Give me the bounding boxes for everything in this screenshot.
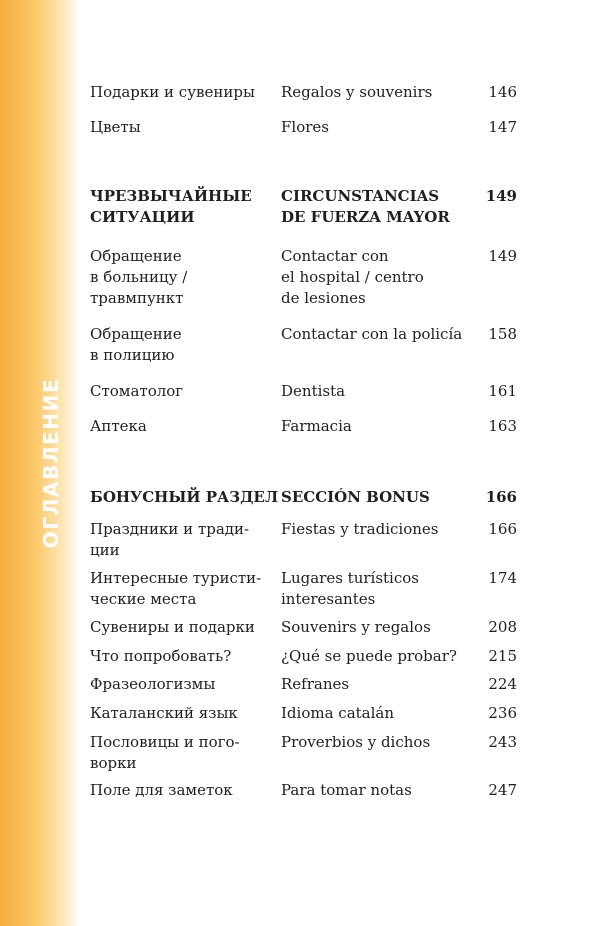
toc-title-es-line: Idioma catalán (281, 704, 395, 722)
toc-page-number: 161 (488, 382, 517, 400)
toc-title-es (281, 416, 466, 437)
toc-title-es (281, 646, 466, 667)
side-title: ОГЛАВЛЕНИЕ (39, 377, 63, 549)
toc-page-number: 149 (488, 247, 517, 265)
toc-title-es-line: Flores (281, 118, 329, 136)
toc-page-number: 149 (485, 187, 517, 205)
toc-title-ru (90, 381, 270, 402)
toc-title-ru (90, 703, 270, 724)
toc-page-number: 163 (488, 417, 517, 435)
toc-title-ru (90, 519, 270, 561)
toc-page-number: 247 (488, 781, 517, 799)
toc-title-es (281, 246, 466, 309)
toc-title-ru-line: в полицию (90, 346, 175, 364)
toc-title-es (281, 674, 466, 695)
toc-title-es-line: Lugares turísticos (281, 569, 419, 587)
toc-title-ru-line: Сувениры и подарки (90, 618, 255, 636)
toc-title-es (281, 381, 466, 402)
toc-title-ru (90, 82, 270, 103)
toc-page-number: 215 (488, 647, 517, 665)
toc-title-ru-line: Что попробовать? (90, 647, 232, 665)
toc-title-ru-line: Каталанский язык (90, 704, 238, 722)
toc-title-es (281, 82, 466, 103)
toc-title-es-line: Contactar con (281, 247, 389, 265)
toc-title-es-line: Regalos y souvenirs (281, 83, 433, 101)
toc-page-number: 208 (488, 618, 517, 636)
toc-title-ru (90, 674, 270, 695)
toc-title-es-line: Souvenirs y regalos (281, 618, 431, 636)
toc-page-number: 166 (488, 520, 517, 538)
toc-page-number: 243 (488, 733, 517, 751)
toc-title-es-line: Para tomar notas (281, 781, 412, 799)
toc-title-es (281, 487, 466, 508)
toc-title-es-line: SECCIÓN BONUS (281, 488, 430, 506)
toc-title-ru (90, 324, 270, 366)
toc-title-es (281, 732, 466, 753)
toc-title-ru-line: ции (90, 541, 120, 559)
toc-title-es-line: Refranes (281, 675, 350, 693)
toc-title-es-line: Contactar con la policía (281, 325, 463, 343)
toc-title-es-line: el hospital / centro (281, 268, 424, 286)
toc-title-ru-line: Обращение (90, 247, 182, 265)
toc-title-es (281, 703, 466, 724)
toc-page-number: 224 (488, 675, 517, 693)
toc-title-es-line: interesantes (281, 590, 376, 608)
toc-title-ru-line: в больницу / (90, 268, 188, 286)
toc-title-ru (90, 416, 270, 437)
toc-title-es-line: Farmacia (281, 417, 352, 435)
toc-title-ru (90, 487, 279, 508)
toc-page-number: 146 (488, 83, 517, 101)
toc-title-ru-line: Праздники и тради- (90, 520, 250, 538)
toc-title-es-line: ¿Qué se puede probar? (281, 647, 457, 665)
toc-title-ru-line: Аптека (90, 417, 147, 435)
toc-title-ru-line: БОНУСНЫЙ РАЗДЕЛ (90, 488, 279, 506)
toc-title-es (281, 117, 466, 138)
toc-title-es-line: CIRCUNSTANCIAS (281, 187, 440, 205)
toc-title-ru-line: травмпункт (90, 289, 184, 307)
toc-title-ru (90, 246, 270, 309)
toc-page-number: 158 (488, 325, 517, 343)
toc-title-ru (90, 617, 270, 638)
toc-title-es (281, 186, 466, 228)
toc-title-es-line: Dentista (281, 382, 346, 400)
toc-page-number: 236 (488, 704, 517, 722)
toc-title-ru (90, 568, 270, 610)
toc-title-ru-line: Стоматолог (90, 382, 184, 400)
toc-title-es (281, 324, 466, 345)
toc-title-ru-line: Поле для заметок (90, 781, 233, 799)
toc-title-es-line: DE FUERZA MAYOR (281, 208, 450, 226)
toc-title-ru-line: ЧРЕЗВЫЧАЙНЫЕ (90, 187, 252, 205)
toc-title-es (281, 519, 466, 540)
toc-title-ru-line: СИТУАЦИИ (90, 208, 195, 226)
toc-title-es-line: Proverbios y dichos (281, 733, 431, 751)
toc-title-es (281, 617, 466, 638)
toc-title-ru-line: Интересные туристи- (90, 569, 262, 587)
toc-page-number: 147 (488, 118, 517, 136)
toc-title-es (281, 780, 466, 801)
toc-title-es (281, 568, 466, 610)
toc-title-ru (90, 117, 270, 138)
toc-title-ru (90, 780, 270, 801)
toc-title-ru-line: ворки (90, 754, 137, 772)
toc-title-ru-line: Подарки и сувениры (90, 83, 255, 101)
toc-page-number: 174 (488, 569, 517, 587)
toc-page-number: 166 (485, 488, 517, 506)
toc-title-ru-line: Цветы (90, 118, 141, 136)
toc-title-ru-line: Обращение (90, 325, 182, 343)
toc-title-es-line: de lesiones (281, 289, 366, 307)
toc-title-ru-line: Фразеологизмы (90, 675, 216, 693)
toc-title-ru (90, 646, 270, 667)
toc-title-ru (90, 186, 270, 228)
toc-title-es-line: Fiestas y tradiciones (281, 520, 439, 538)
toc-title-ru-line: ческие места (90, 590, 197, 608)
toc-title-ru-line: Пословицы и пого- (90, 733, 240, 751)
toc-title-ru (90, 732, 270, 774)
